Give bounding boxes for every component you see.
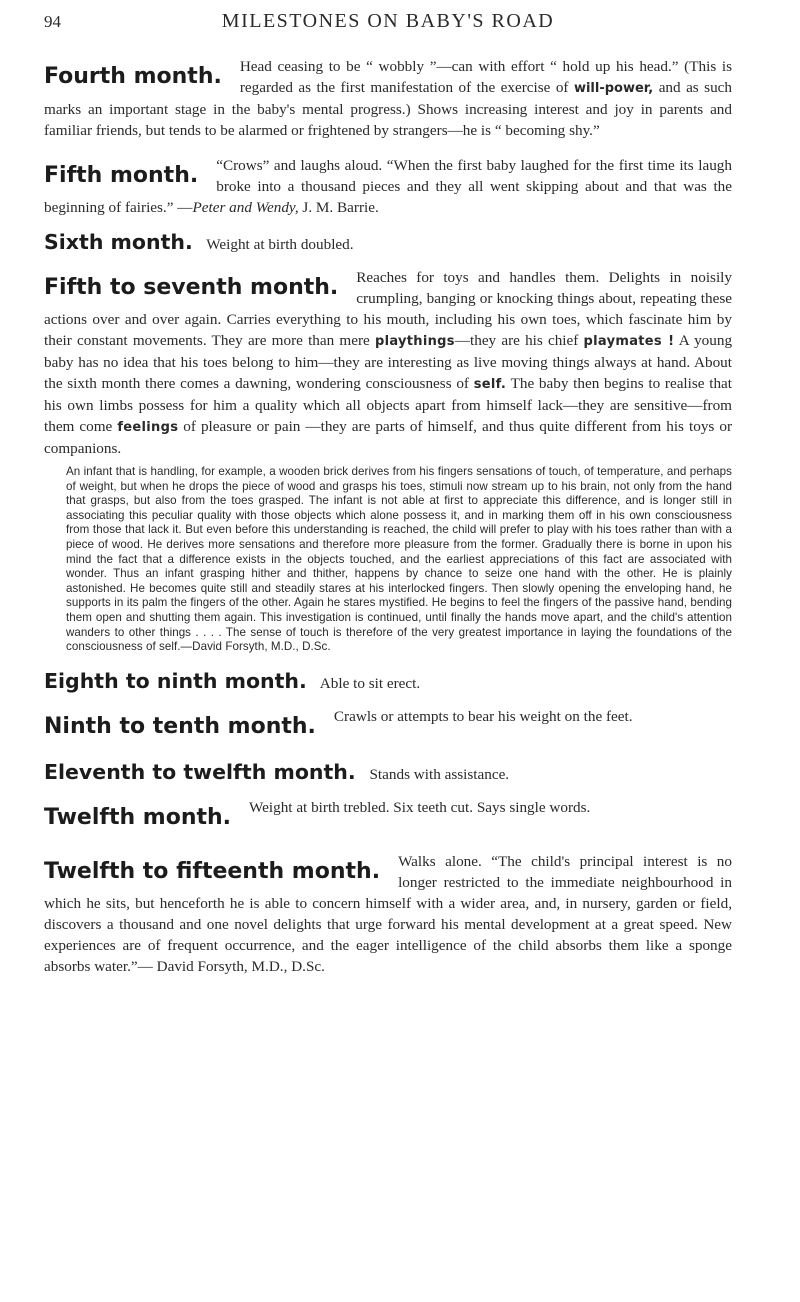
- author-name: J. M. Barrie.: [302, 199, 379, 216]
- entry-twelfth-to-fifteenth-month: [44, 851, 732, 977]
- entry-eleventh-to-twelfth-month: [44, 760, 732, 785]
- bold-term-feelings: feelings: [117, 420, 179, 435]
- entry-text-segment: of pleasure or pain —they are parts of himself, and thus quite different from his toys or companions.: [44, 418, 732, 457]
- entry-text-segment: The baby then begins to realise that his own limbs possess for him a quality which all objects apart from himself lack—they are sensitive—from them come: [44, 375, 733, 435]
- entry-text: Reaches for toys and handles them. Delights in noisily crumpling, banging or knocking things about, repeating these actions over and over again. Carries everything to his mouth, including his own toes, which fascinate him by their constant movements. They are more than mere: [44, 269, 732, 349]
- entry-text: “Crows” and laughs aloud. “When the first baby laughed for the first time its laugh broke into a thousand pieces and they all went skipping about and that was the beginning of fairies.” —: [44, 157, 732, 216]
- entry-text: Able to sit erect.: [319, 674, 421, 692]
- entry-heading: Eighth to ninth month.: [44, 668, 307, 693]
- entry-text: Walks alone. “The child's principal interest is no longer restricted to the immediate neighbourhood in which he sits, but henceforth he is able to concern himself with a wider area, and, in nursery, garden or field, discovers a thousand and one novel delights that urge forward his mental development at a great speed. New experiences are of frequent occurrence, and the eager intelligence of the child absorbs them like a sponge absorbs water.”— David Forsyth, M.D., D.Sc.: [44, 852, 732, 975]
- entry-text: Weight at birth trebled. Six teeth cut. Says single words.: [249, 798, 591, 816]
- page-number: 94: [44, 12, 61, 31]
- entry-fourth-month: [44, 56, 732, 141]
- entry-text-segment: A young baby has no idea that his toes belong to him—they are interesting as live moving things always at hand. About the sixth month there comes a dawning, wondering consciousness of: [44, 332, 733, 392]
- entry-text: Head ceasing to be “ wobbly ”—can with effort “ hold up his head.” (This is regarded as the first manifestation of the exercise of: [239, 58, 732, 96]
- entry-heading: Fifth to seventh month.: [44, 275, 339, 300]
- bold-term-playmates: playmates !: [583, 334, 675, 349]
- entry-fifth-month: [44, 155, 732, 218]
- entry-heading: Twelfth month.: [44, 804, 232, 830]
- entry-fifth-to-seventh-month: [44, 267, 732, 459]
- entry-sixth-month: [44, 230, 732, 255]
- running-title: MILESTONES ON BABY'S ROAD: [221, 10, 555, 32]
- forsyth-quotation: An infant that is handling, for example, a wooden brick derives from his fingers sensations of touch, of temperature, and perhaps of weight, but when he drops the piece of wood and grasps his toes, stimuli now stream up to his brain, not only from the hand that grasps, but also from the toes grasped. The infant is not able at first to appreciate this difference, and is longer still in associating this peculiar quality with those objects which alone possess it, and in marking them off in his own consciousness from those that lack it. But even before this understanding is reached, the child will prefer to play with his toes rather than with a piece of wood. He derives more sensations and therefore more pleasure from the former. Gradually there is borne in upon his mind the fact that a difference exists in the objects touched, and the earliest appreciations of this fact are associated with wonder. Thus an infant grasping hither and thither, happens by chance to seize one hand with the other. He is plainly astonished. He becomes quite still and steadily stares at his interlocked fingers. Then slowly opening the enveloping hand, he supports in its palm the fingers of the other. Again he stares mystified. He begins to feel the fingers of the passive hand, bending them open and shutting them again. This investigation is continued, until finally the hands move apart, and the child's attention wanders to other things . . . . The sense of touch is therefore of the very greatest importance in laying the foundations of the consciousness of self.—David Forsyth, M.D., D.Sc.: [66, 465, 732, 654]
- entry-eighth-to-ninth-month: [44, 669, 732, 694]
- entry-heading: Twelfth to fifteenth month.: [44, 858, 381, 884]
- bold-term-self: self.: [473, 377, 507, 392]
- bold-term-will-power: will-power,: [573, 81, 654, 96]
- entry-twelfth-month: [44, 797, 732, 839]
- entry-ninth-to-tenth-month: [44, 706, 732, 748]
- entry-text-continued: and as such marks an important stage in the baby's mental progress.) Shows increasing interest and joy in parents and familiar friends, but tends to be alarmed or frightened by strangers—he is “ becoming shy.”: [44, 79, 733, 139]
- entry-heading: Fourth month.: [44, 64, 222, 89]
- running-head: [44, 0, 732, 46]
- entry-heading: Sixth month.: [44, 230, 193, 254]
- bold-term-playthings: playthings: [374, 334, 455, 349]
- book-title: Peter and Wendy,: [192, 199, 299, 216]
- entry-heading: Ninth to tenth month.: [44, 713, 316, 739]
- entry-heading: Eleventh to twelfth month.: [44, 759, 356, 784]
- entry-text: Crawls or attempts to bear his weight on the feet.: [333, 707, 633, 725]
- entry-text: Weight at birth doubled.: [206, 236, 354, 253]
- entry-text-segment: —they are his chief: [454, 332, 579, 349]
- entry-heading: Fifth month.: [44, 163, 199, 188]
- entry-text: Stands with assistance.: [369, 765, 510, 783]
